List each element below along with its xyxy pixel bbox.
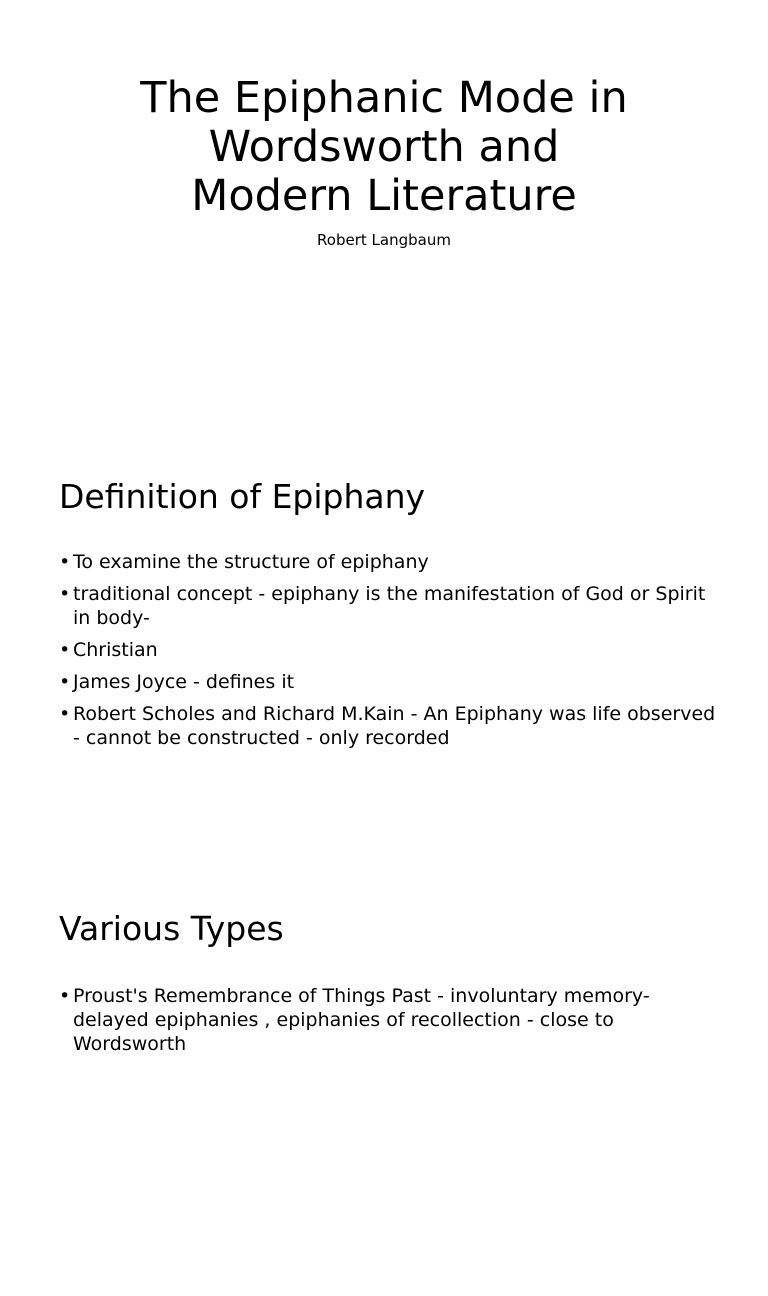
title-slide [0,0,768,432]
definition-bullet-list [59,550,719,758]
list-item [59,702,719,750]
list-item [59,550,719,574]
bullet-dot-icon: • [59,671,71,693]
bullet-text: James Joyce - defines it [73,671,295,693]
types-bullet-list [59,984,719,1064]
bullet-dot-icon: • [59,639,71,661]
bullet-dot-icon: • [59,985,71,1007]
bullet-dot-icon: • [59,703,71,725]
definition-heading: Definition of Epiphany [59,477,426,516]
bullet-dot-icon: • [59,551,71,573]
various-types-slide [0,864,768,1296]
bullet-text: To examine the structure of epiphany [73,551,429,573]
list-item [59,984,719,1056]
various-types-heading: Various Types [59,909,284,948]
list-item [59,582,719,630]
list-item [59,638,719,662]
bullet-text: Proust's Remembrance of Things Past - involuntary memory- delayed epiphanies , epiphanies of recollection - close to Wordsworth [73,985,650,1055]
definition-slide [0,432,768,864]
bullet-dot-icon: • [59,583,71,605]
bullet-text: traditional concept - epiphany is the manifestation of God or Spirit in body- [73,583,706,629]
bullet-text: Robert Scholes and Richard M.Kain - An Epiphany was life observed - cannot be constructed - only recorded [73,703,716,749]
list-item [59,670,719,694]
bullet-text: Christian [73,639,158,661]
presentation-author: Robert Langbaum [317,231,451,249]
presentation-title: The Epiphanic Mode in Wordsworth and Modern Literature [140,73,628,221]
